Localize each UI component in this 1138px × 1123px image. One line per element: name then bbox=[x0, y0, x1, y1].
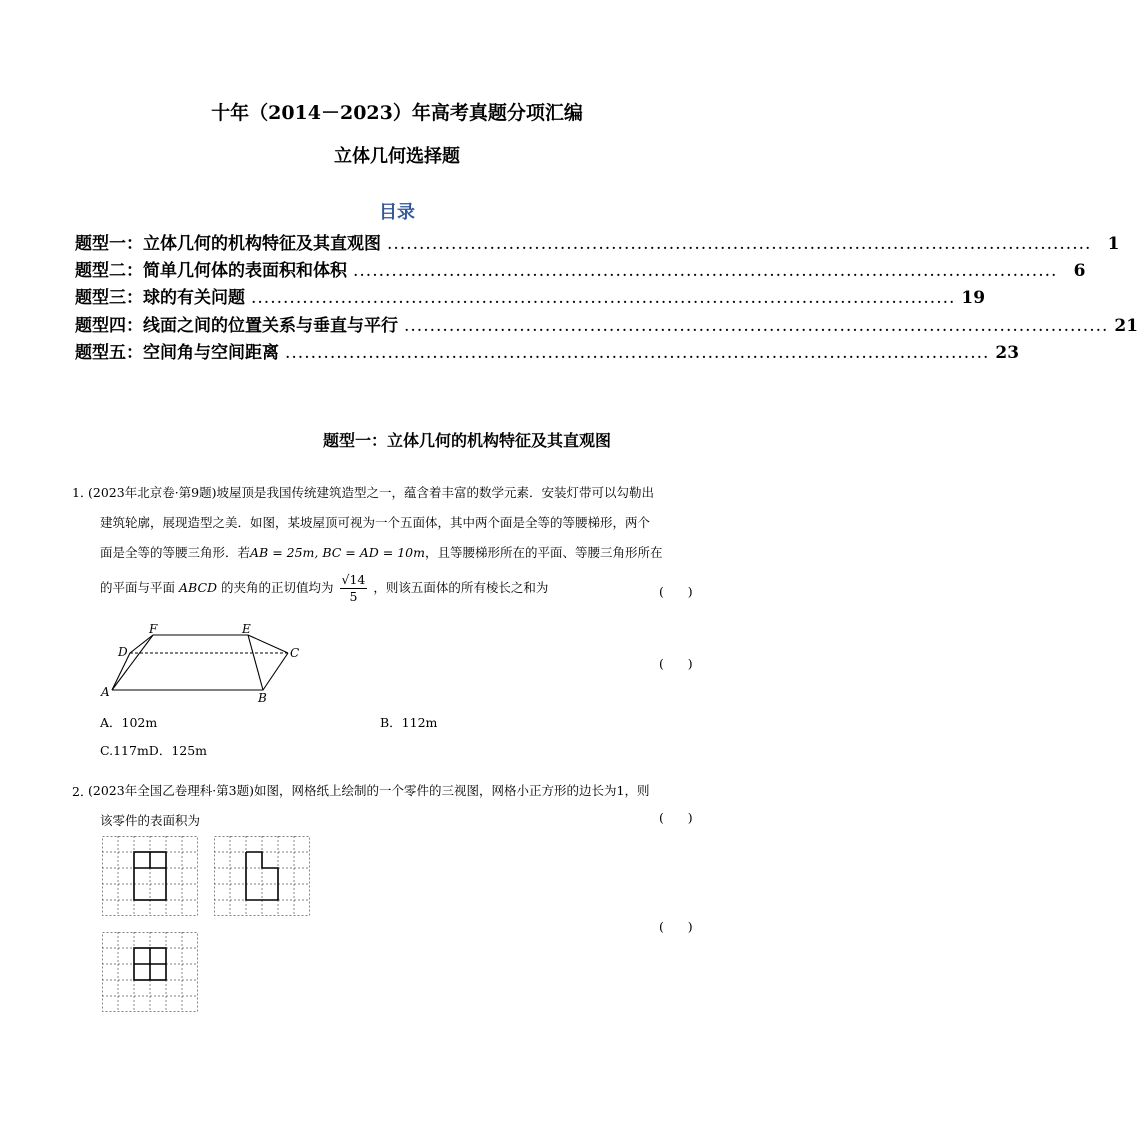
toc-leader-dots: .............................................................................................................. bbox=[387, 234, 1092, 254]
vertex-label-a: A bbox=[101, 685, 110, 699]
toc-item[interactable] bbox=[75, 229, 1120, 255]
toc-item-page: 23 bbox=[995, 343, 1020, 363]
vertex-label-f: F bbox=[149, 622, 158, 636]
edge-eb bbox=[248, 635, 263, 690]
toc-leader-dots: .............................................................................................................. bbox=[251, 288, 956, 308]
math-expression: AB = 25m, BC = AD = 10m bbox=[250, 545, 425, 560]
toc-leader-dots: .............................................................................................................. bbox=[404, 316, 1109, 336]
vertex-label-d: D bbox=[118, 645, 128, 659]
question-1-line bbox=[88, 538, 728, 568]
option-a[interactable]: A．102m bbox=[100, 715, 158, 730]
toc-heading: 目录 bbox=[379, 202, 415, 223]
question-1-line: 建筑轮廓，展现造型之美．如图，某坡屋顶可视为一个五面体，其中两个面是全等的等腰梯形，两个 bbox=[100, 515, 651, 530]
toc-item-label: 题型五：空间角与空间距离 bbox=[75, 343, 279, 363]
pentahedron-figure bbox=[98, 620, 308, 710]
option-cd[interactable]: C.117mD．125m bbox=[100, 743, 208, 758]
answer-paren[interactable]: ( ) bbox=[659, 656, 693, 671]
question-2-line: (2023年全国乙卷理科·第3题)如图，网格纸上绘制的一个零件的三视图，网格小正方形的边长为1，则 bbox=[88, 783, 650, 798]
question-2-line: 该零件的表面积为 bbox=[100, 813, 201, 828]
section-heading: 题型一：立体几何的机构特征及其直观图 bbox=[322, 431, 611, 450]
toc-item-page: 19 bbox=[961, 288, 986, 308]
question-1-text-segment: 的夹角的正切值均为 bbox=[221, 580, 334, 595]
question-1-line: (2023年北京卷·第9题)坡屋顶是我国传统建筑造型之一，蕴含着丰富的数学元素．安装灯带可以勾勒出 bbox=[88, 485, 654, 500]
question-1-text-segment: ，则该五面体的所有棱长之和为 bbox=[373, 580, 549, 595]
vertex-label-b: B bbox=[258, 691, 267, 705]
question-1-text-segment: ，且等腰梯形所在的平面、等腰三角形所在 bbox=[425, 545, 663, 560]
question-number: 2． bbox=[72, 784, 93, 799]
answer-paren[interactable]: ( ) bbox=[659, 810, 693, 825]
question-1-text bbox=[88, 478, 728, 608]
edge-af bbox=[112, 635, 153, 690]
document-subtitle: 立体几何选择题 bbox=[334, 146, 460, 167]
document-title: 十年（2014－2023）年高考真题分项汇编 bbox=[211, 102, 583, 124]
toc-leader-dots: .............................................................................................................. bbox=[353, 261, 1058, 281]
question-number: 1． bbox=[72, 485, 93, 500]
answer-paren[interactable]: ( ) bbox=[659, 584, 693, 599]
toc-item-page: 21 bbox=[1114, 316, 1138, 336]
fraction-denominator: 5 bbox=[349, 589, 358, 604]
toc-item-label: 题型二：简单几何体的表面积和体积 bbox=[75, 261, 347, 281]
top-view-grid bbox=[102, 932, 198, 1012]
front-view-grid bbox=[102, 836, 198, 916]
toc-item[interactable] bbox=[75, 338, 1020, 364]
fraction-numerator: √14 bbox=[341, 572, 366, 587]
fraction bbox=[340, 572, 368, 605]
edge-ec bbox=[248, 635, 288, 653]
question-1-line bbox=[88, 568, 728, 608]
toc-item-label: 题型三：球的有关问题 bbox=[75, 288, 245, 308]
toc-item-page: 6 bbox=[1073, 261, 1086, 281]
answer-paren[interactable]: ( ) bbox=[659, 919, 693, 934]
toc-item-page: 1 bbox=[1107, 234, 1120, 254]
question-2-text bbox=[88, 776, 728, 836]
toc-leader-dots: .............................................................................................................. bbox=[285, 343, 990, 363]
math-expression: ABCD bbox=[179, 580, 218, 595]
toc-item[interactable] bbox=[75, 283, 986, 309]
question-1-text-segment: 面是全等的等腰三角形．若 bbox=[100, 545, 251, 560]
option-b[interactable]: B．112m bbox=[380, 715, 438, 730]
vertex-label-e: E bbox=[242, 622, 251, 636]
toc-item[interactable] bbox=[75, 311, 1138, 337]
toc-item-label: 题型一：立体几何的机构特征及其直观图 bbox=[75, 234, 381, 254]
toc-item[interactable] bbox=[75, 256, 1086, 282]
question-1-text-segment: 的平面与平面 bbox=[100, 580, 176, 595]
side-view-grid bbox=[214, 836, 310, 916]
toc-item-label: 题型四：线面之间的位置关系与垂直与平行 bbox=[75, 316, 398, 336]
vertex-label-c: C bbox=[290, 646, 300, 660]
